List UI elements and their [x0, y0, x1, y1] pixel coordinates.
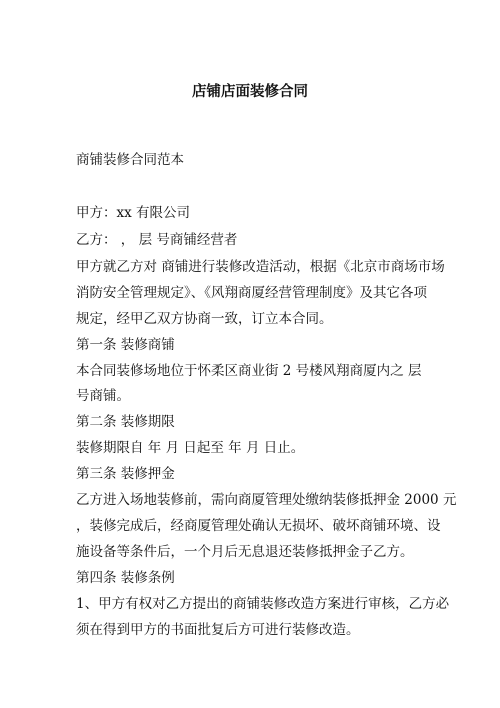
- article-2-line-1: 装修期限自 年 月 日起至 年 月 日止。: [76, 440, 305, 456]
- article-3-line-3: 施设备等条件后，一个月后无息退还装修抵押金子乙方。: [76, 544, 414, 560]
- intro-line-3: 规定，经甲乙双方协商一致，订立本合同。: [76, 311, 333, 327]
- article-3-line-1: 乙方进入场地装修前，需向商厦管理处缴纳装修抵押金 2000 元: [76, 492, 457, 508]
- document-title: 店铺店面装修合同: [192, 84, 308, 100]
- article-4-line-2: 须在得到甲方的书面批复后方可进行装修改造。: [76, 622, 360, 638]
- intro-line-2: 消防安全管理规定》、《风翔商厦经营管理制度》及其它各项: [76, 285, 427, 301]
- intro-line-1: 甲方就乙方对 商铺进行装修改造活动，根据《北京市商场市场: [76, 259, 445, 275]
- article-2-heading: 第二条 装修期限: [76, 414, 175, 430]
- article-1-line-2: 号商铺。: [76, 388, 130, 404]
- article-4-heading: 第四条 装修条例: [76, 570, 175, 586]
- article-4-line-1: 1、甲方有权对乙方提出的商铺装修改造方案进行审核，乙方必: [76, 596, 450, 612]
- article-3-heading: 第三条 装修押金: [76, 466, 175, 482]
- party-a: 甲方：xx 有限公司: [76, 205, 191, 221]
- article-1-line-1: 本合同装修场地位于怀柔区商业街 2 号楼风翔商厦内之 层: [76, 363, 422, 379]
- party-b: 乙方： ， 层 号商铺经营者: [76, 232, 238, 248]
- article-1-heading: 第一条 装修商铺: [76, 337, 175, 353]
- document-subtitle: 商铺装修合同范本: [76, 152, 184, 168]
- article-3-line-2: ，装修完成后，经商厦管理处确认无损坏、破坏商铺环境、设: [76, 518, 441, 534]
